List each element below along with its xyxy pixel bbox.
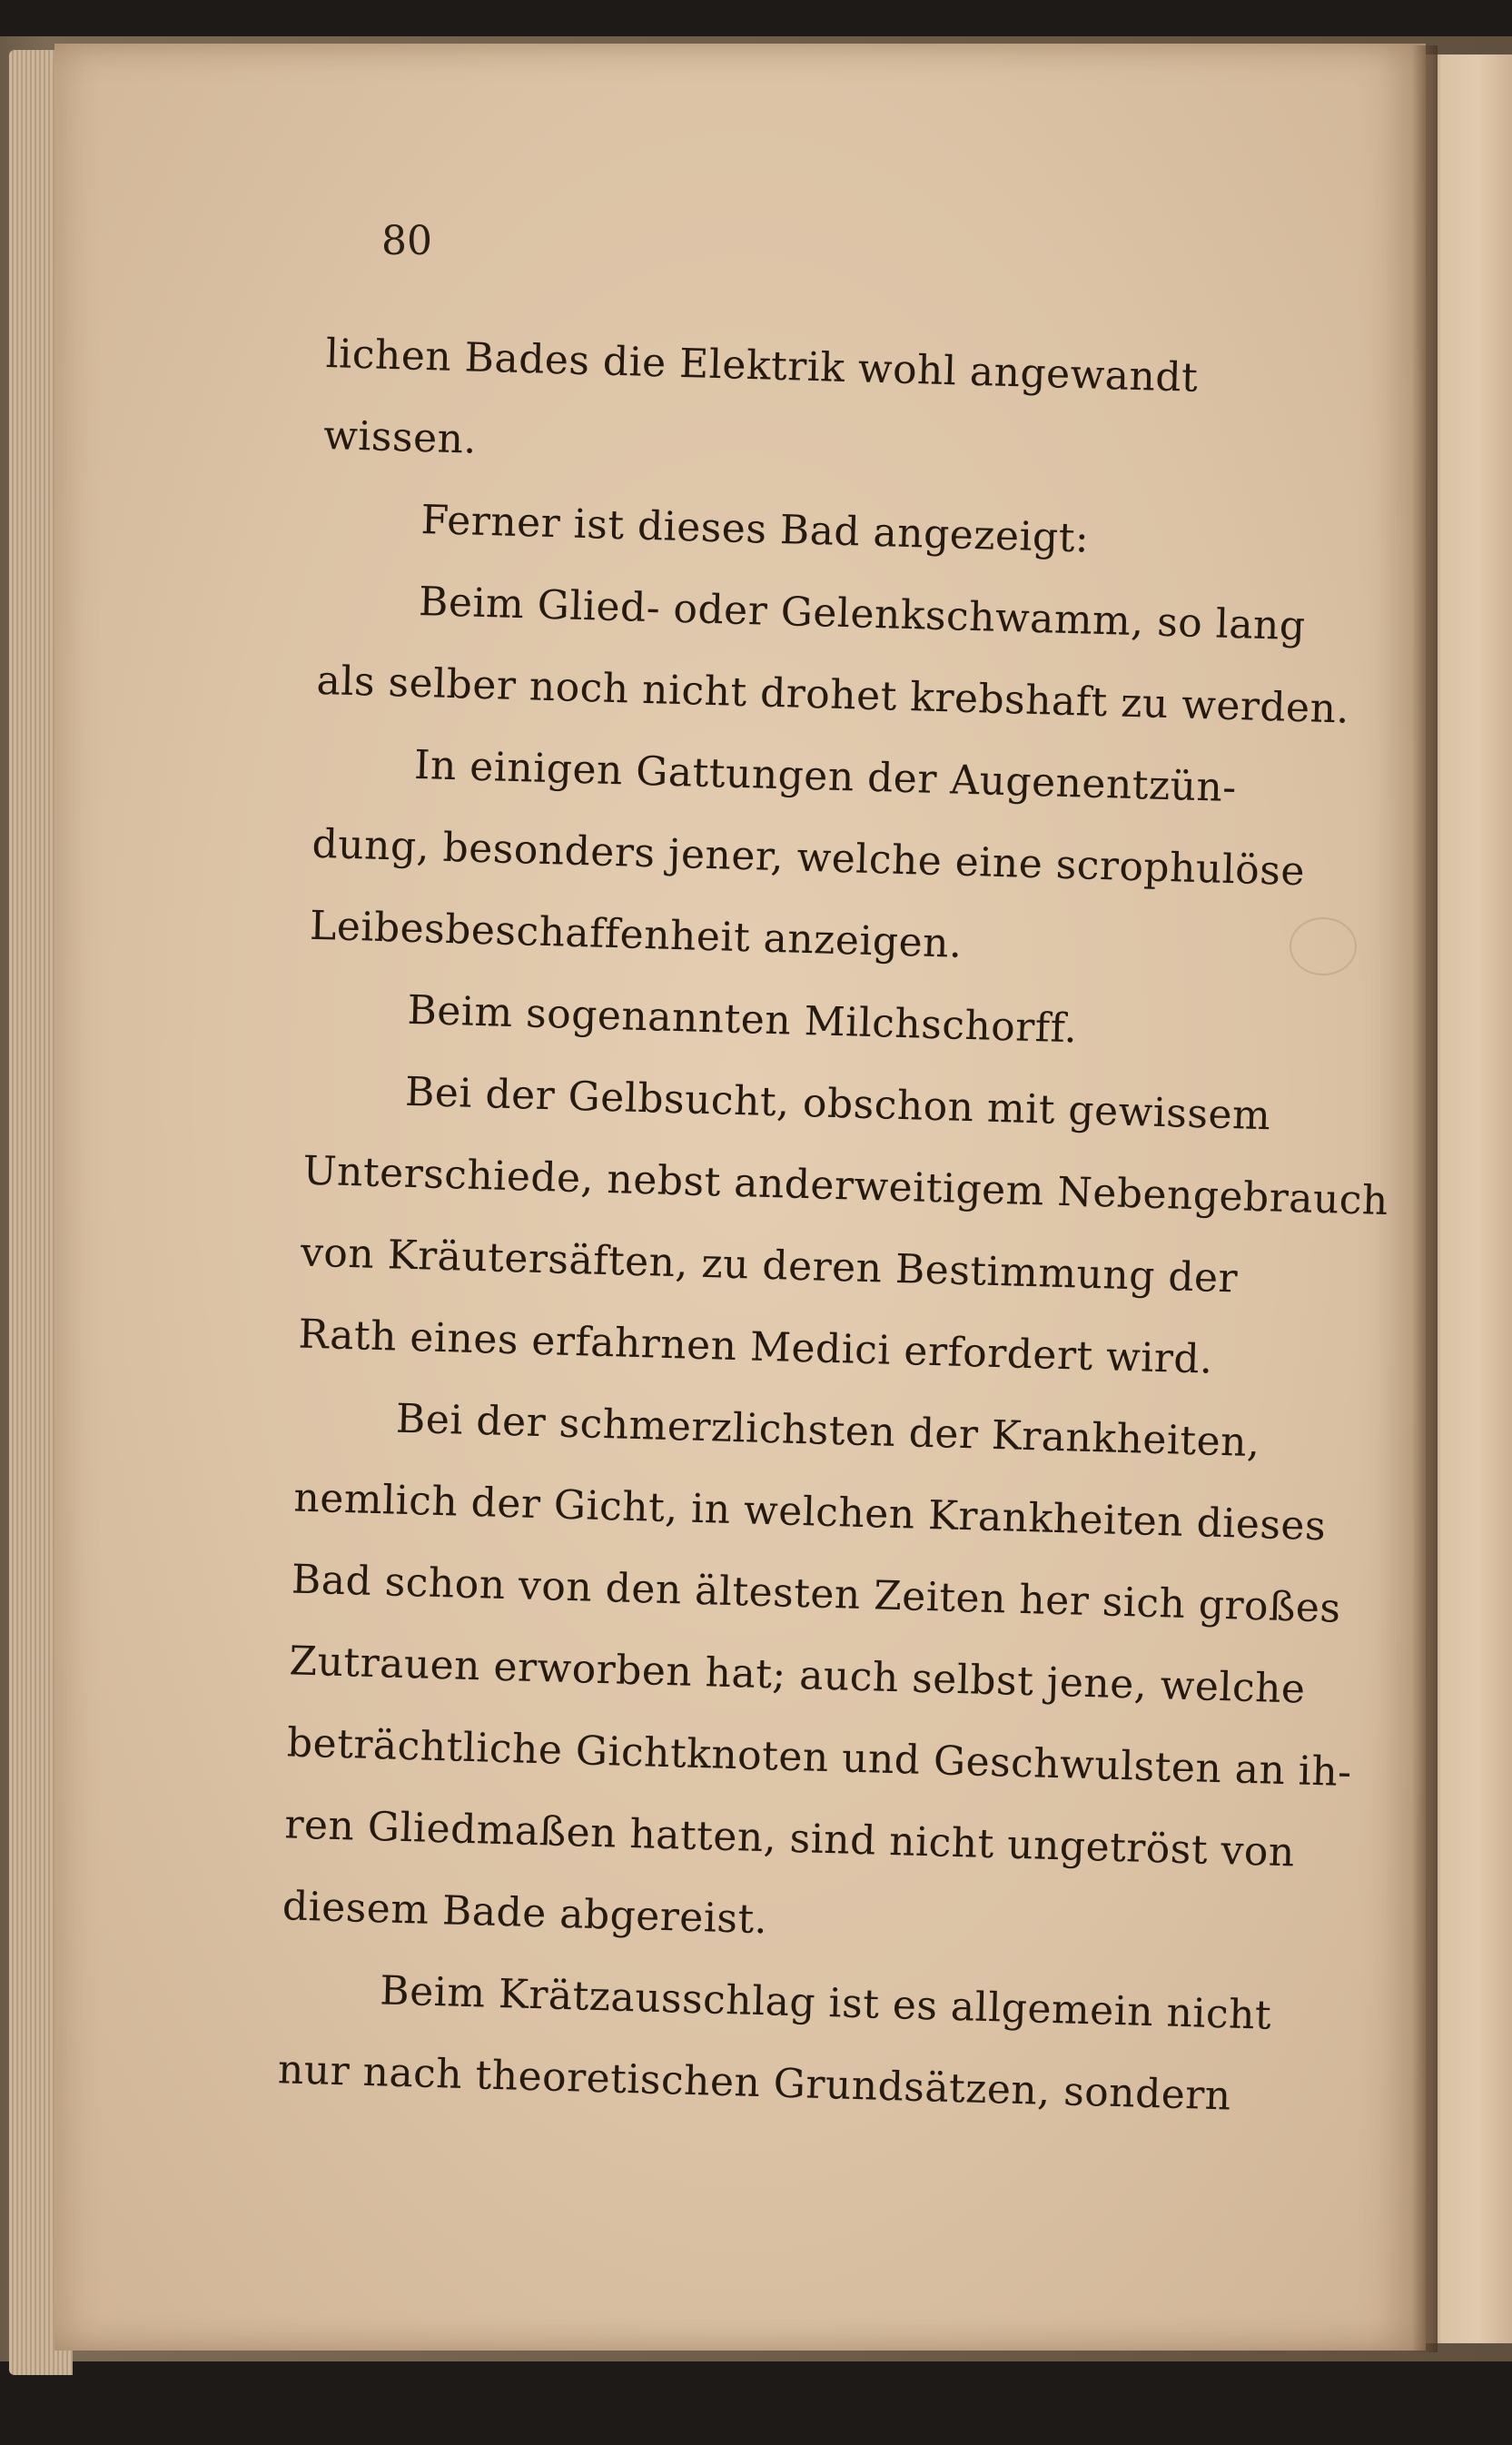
text-line: lichen Bades die Elektrik wohl angewandt xyxy=(325,330,1199,401)
text-line: dung, besonders jener, welche eine scrophulöse xyxy=(311,820,1306,896)
text-line: Beim sogenannten Milchschorff. xyxy=(406,986,1079,1053)
text-line: beträchtliche Gichtknoten und Geschwulsten an ih- xyxy=(286,1719,1353,1797)
text-line: In einigen Gattungen der Augenentzün- xyxy=(413,741,1238,812)
text-line: Bad schon von den ältesten Zeiten her sich großes xyxy=(291,1556,1342,1632)
text-line: Ferner ist dieses Bad angezeigt: xyxy=(420,496,1090,562)
text-line: Bei der schmerzlichsten der Krankheiten, xyxy=(395,1395,1261,1467)
text-line: Beim Krätzausschlag ist es allgemein nicht xyxy=(379,1967,1272,2039)
text-line: nur nach theoretischen Grundsätzen, sondern xyxy=(277,2046,1232,2120)
text-line: Zutrauen erworben hat; auch selbst jene, welche xyxy=(288,1638,1307,1713)
text-line: wissen. xyxy=(322,411,478,463)
next-page-edge xyxy=(1426,54,1512,2343)
text-line: Leibesbeschaffenheit anzeigen. xyxy=(309,902,964,967)
text-line: Unterschiede, nebst anderweitigem Nebengebrauch xyxy=(301,1147,1389,1225)
text-line: diesem Bade abgereist. xyxy=(282,1883,768,1944)
text-line: Rath eines erfahrnen Medici erfordert wird. xyxy=(297,1311,1214,1383)
text-line: nemlich der Gicht, in welchen Krankheiten dieses xyxy=(292,1474,1327,1550)
text-line: Bei der Gelbsucht, obschon mit gewissem xyxy=(404,1068,1271,1140)
page-number: 80 xyxy=(381,218,432,264)
page-gutter xyxy=(1412,45,1438,2352)
text-line: von Kräutersäften, zu deren Bestimmung der xyxy=(300,1229,1239,1302)
text-line: ren Gliedmaßen hatten, sind nicht ungetröst von xyxy=(283,1801,1296,1876)
text-line: Beim Glied- oder Gelenkschwamm, so lang xyxy=(418,578,1307,650)
page-text xyxy=(277,313,1389,2140)
text-line: als selber noch nicht drohet krebshaft zu werden. xyxy=(315,657,1350,733)
